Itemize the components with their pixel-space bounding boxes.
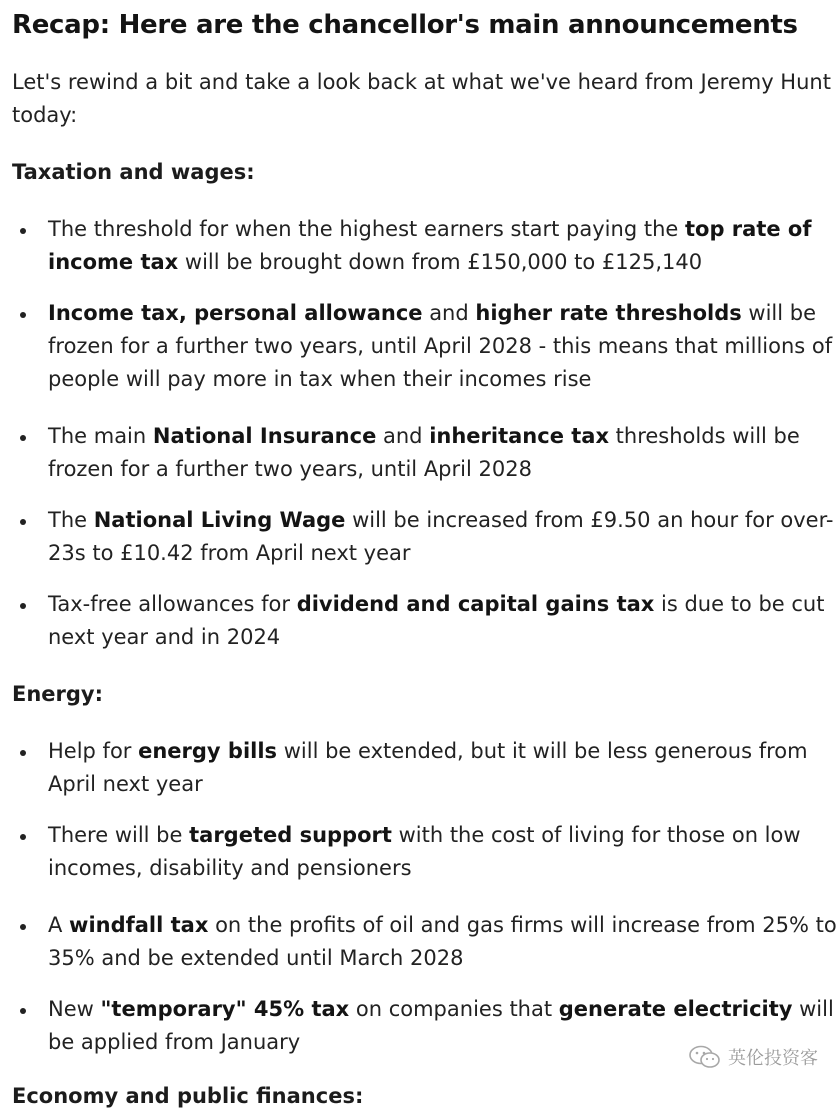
section-heading-taxation: Taxation and wages: <box>12 160 255 184</box>
wechat-icon <box>688 1045 722 1069</box>
section-heading-energy: Energy: <box>12 682 104 706</box>
list-item: The main National Insurance and inheritance tax thresholds will be frozen for a further two years, until April 2028 <box>12 420 840 486</box>
list-item: There will be targeted support with the cost of living for those on low incomes, disability and pensioners <box>12 819 840 885</box>
list-item: The National Living Wage will be increased from £9.50 an hour for over-23s to £10.42 from April next year <box>12 504 840 570</box>
watermark-text: 英伦投资客 <box>728 1048 818 1069</box>
watermark <box>688 1044 818 1070</box>
page-title: Recap: Here are the chancellor's main announcements <box>12 10 798 40</box>
list-item: Help for energy bills will be extended, but it will be less generous from April next year <box>12 735 840 801</box>
list-item: Income tax, personal allowance and higher rate thresholds will be frozen for a further two years, until April 2028 - this means that millions of people will pay more in tax when their incomes rise <box>12 297 840 396</box>
list-item: Tax-free allowances for dividend and capital gains tax is due to be cut next year and in 2024 <box>12 588 840 654</box>
next-section-heading: Economy and public finances: <box>12 1084 364 1108</box>
list-item: The threshold for when the highest earners start paying the top rate of income tax will be brought down from £150,000 to £125,140 <box>12 213 840 279</box>
list-item: A windfall tax on the profits of oil and gas firms will increase from 25% to 35% and be extended until March 2028 <box>12 909 840 975</box>
intro-paragraph: Let's rewind a bit and take a look back at what we've heard from Jeremy Hunt today: <box>12 70 831 127</box>
list-item: New "temporary" 45% tax on companies that generate electricity will be applied from January <box>12 993 840 1059</box>
